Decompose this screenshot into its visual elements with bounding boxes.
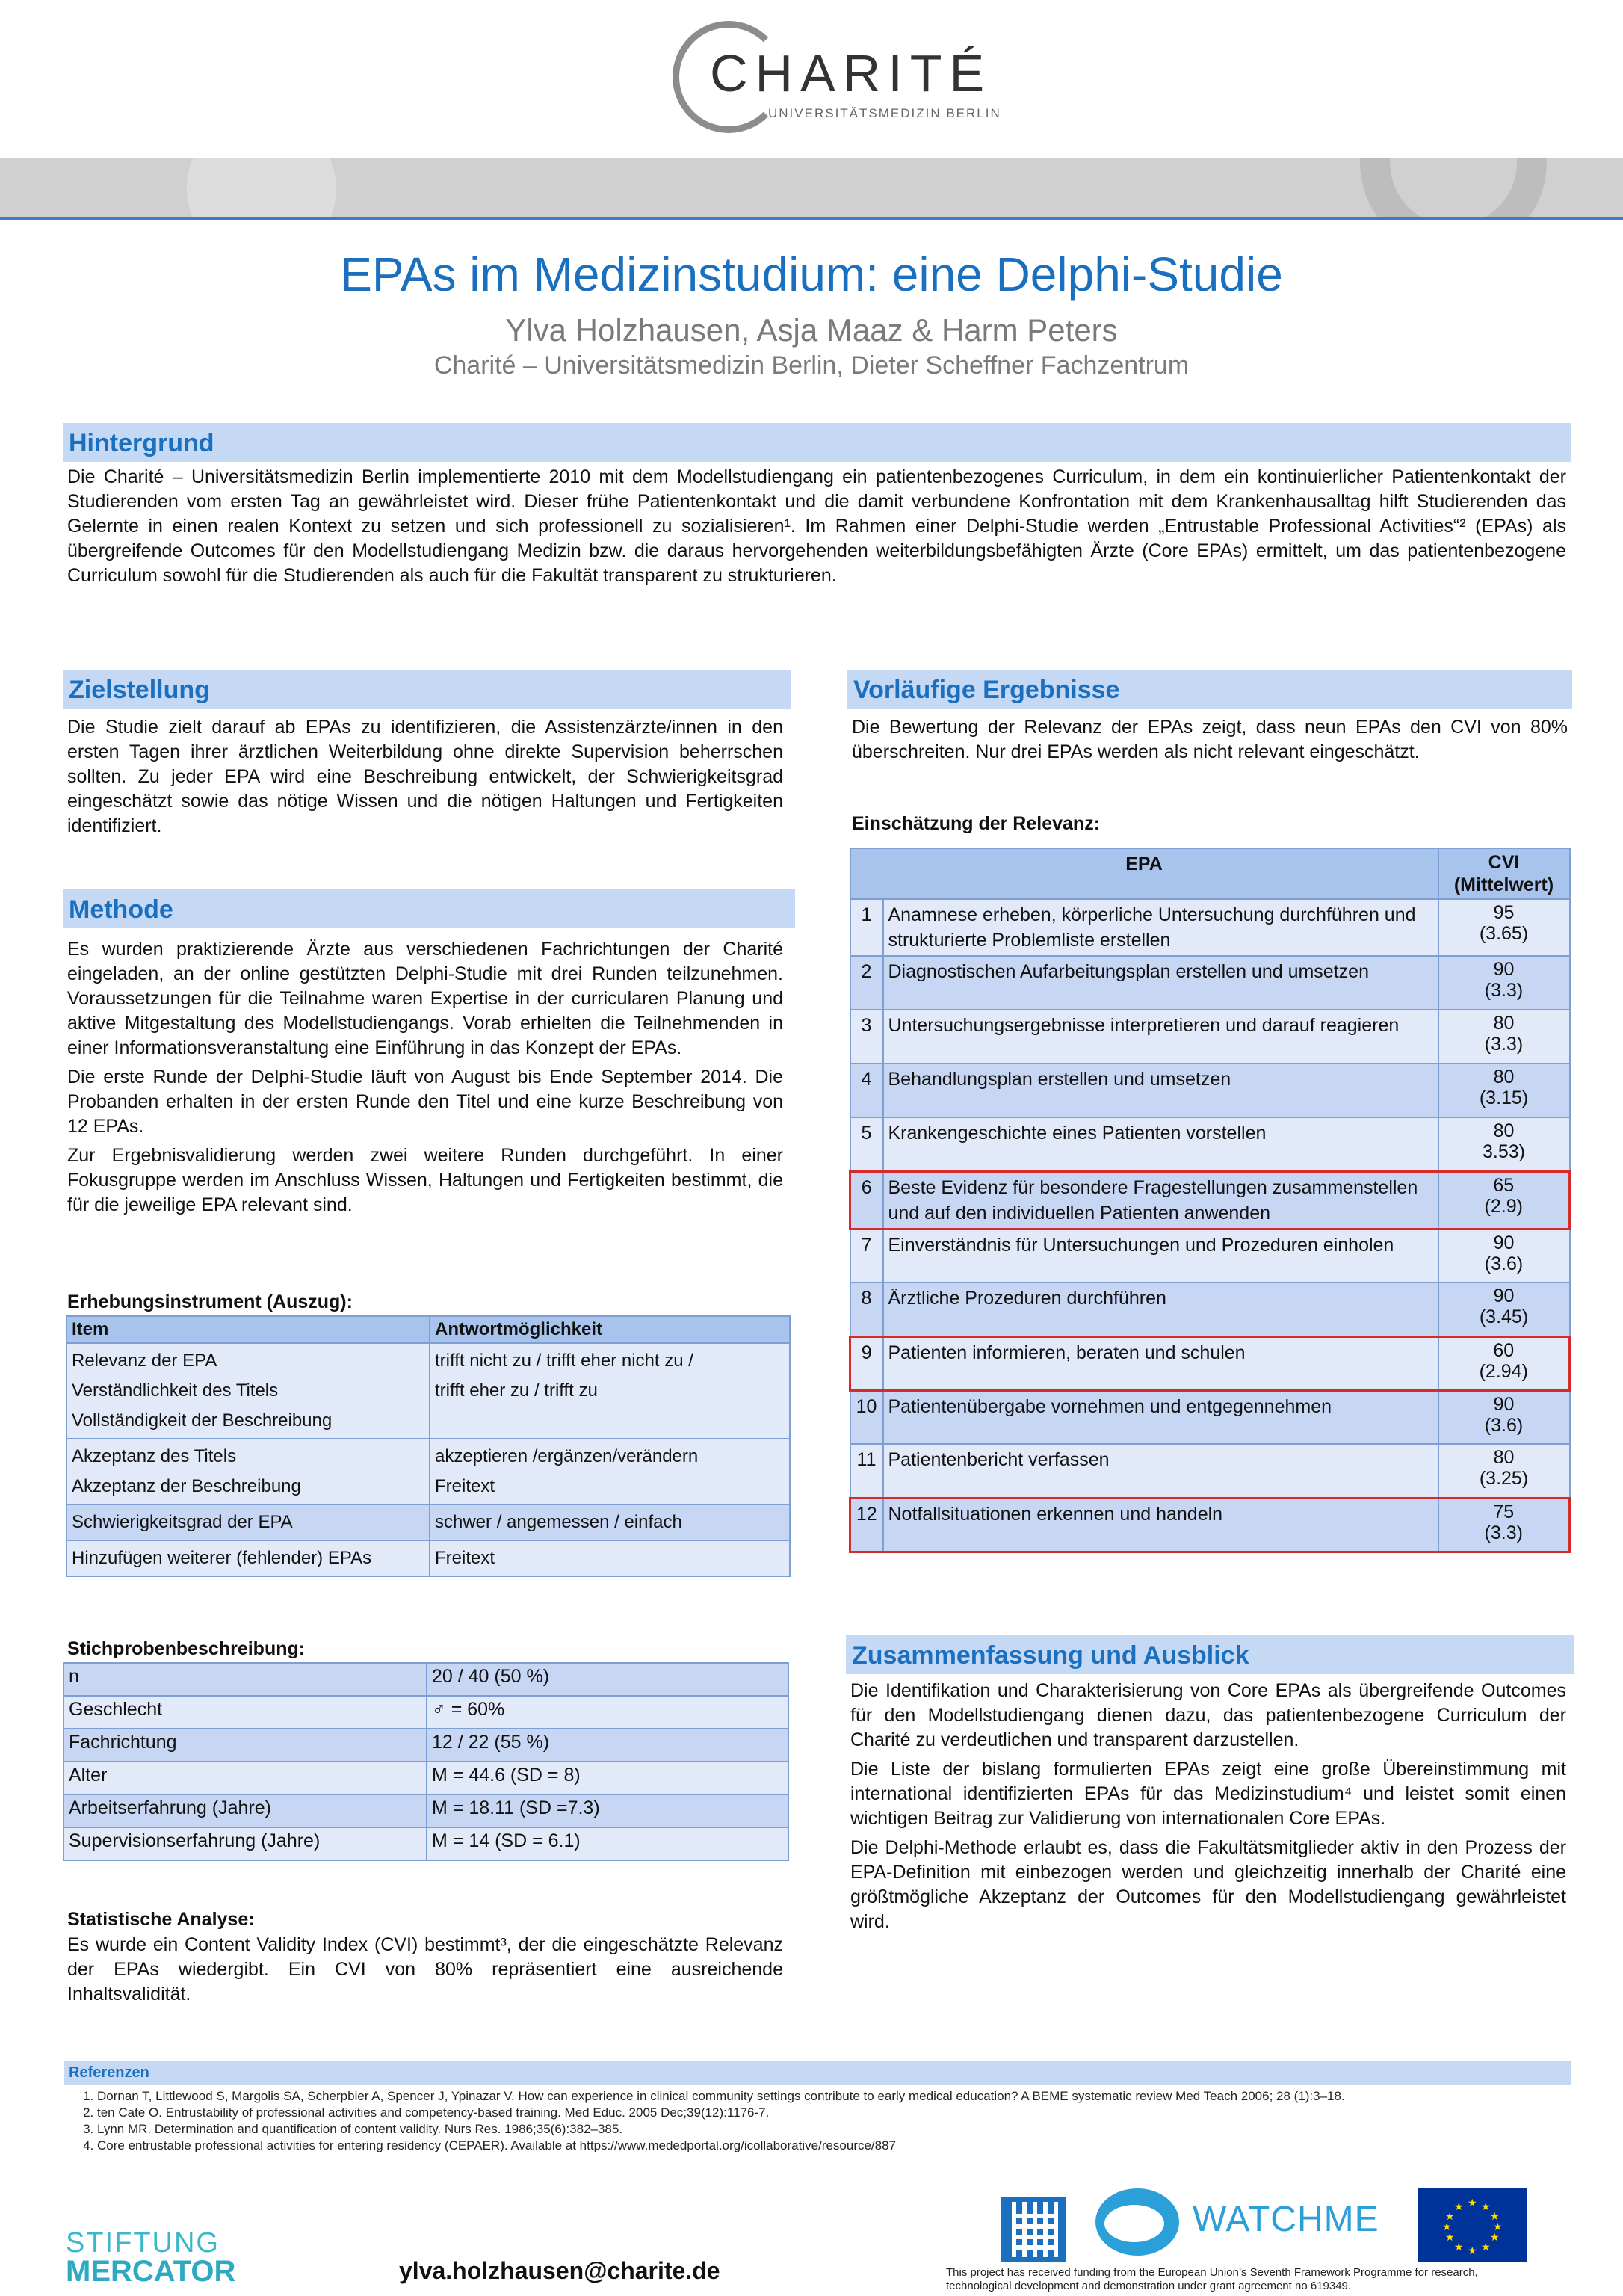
epa-col-epa: EPA — [850, 848, 1438, 899]
epa-title: Untersuchungsergebnisse interpretieren und darauf reagieren — [883, 1010, 1438, 1064]
erhebung-table — [66, 1315, 791, 1577]
epa-cvi-mean: (2.94) — [1479, 1360, 1528, 1382]
table-row — [64, 1762, 788, 1794]
epa-cvi — [1438, 1064, 1570, 1117]
epa-cvi-value: 90 — [1493, 1232, 1515, 1253]
poster-affiliation: Charité – Universitätsmedizin Berlin, Dieter Scheffner Fachzentrum — [433, 351, 1190, 380]
stiftung-mercator-logo — [66, 2227, 260, 2286]
epa-cvi-mean: 3.53) — [1483, 1141, 1525, 1162]
erhebung-answer: schwer / angemessen / einfach — [435, 1512, 682, 1532]
epa-col-cvi: CVI (Mittelwert) — [1438, 848, 1570, 899]
epa-cvi-mean: (3.15) — [1479, 1087, 1529, 1108]
reference-item: 2. ten Cate O. Entrustability of professional activities and competency-based training. Med Educ. 2005 Dec;39(12):1176-7. — [97, 2105, 1562, 2121]
epa-number: 3 — [850, 1010, 883, 1064]
zusammenfassung-heading: Zusammenfassung und Ausblick — [846, 1635, 1574, 1674]
erhebung-item: Relevanz der EPA — [72, 1351, 217, 1371]
epa-row — [850, 1336, 1570, 1390]
epa-table — [849, 848, 1571, 1553]
mercator-line2: MERCATOR — [66, 2255, 236, 2288]
erhebung-answer: trifft nicht zu / trifft eher nicht zu / — [435, 1351, 693, 1371]
epa-cvi — [1438, 899, 1570, 956]
epa-row — [850, 1444, 1570, 1498]
epa-cvi-value: 80 — [1493, 1120, 1515, 1141]
header-band — [0, 158, 1623, 220]
epa-cvi — [1438, 1010, 1570, 1064]
stichprobe-value: 20 / 40 (50 %) — [427, 1663, 788, 1696]
epa-cvi-value: 90 — [1493, 1393, 1515, 1415]
epa-number: 11 — [850, 1444, 883, 1498]
contact-email[interactable]: ylva.holzhausen@charite.de — [399, 2257, 720, 2284]
erhebung-item: Verständlichkeit des Titels — [72, 1380, 279, 1401]
table-row — [64, 1729, 788, 1762]
epa-cvi-mean: (2.9) — [1484, 1195, 1523, 1217]
table-row — [64, 1827, 788, 1860]
stichprobe-table — [63, 1662, 789, 1861]
epa-cvi-value: 95 — [1493, 902, 1515, 923]
table-row — [67, 1540, 790, 1576]
epa-cvi-value: 80 — [1493, 1013, 1515, 1034]
zielstellung-heading: Zielstellung — [63, 670, 791, 709]
eu-flag-icon: ★ ★ ★ ★ ★ ★ ★ ★ ★ ★ ★ ★ — [1418, 2188, 1527, 2262]
epa-number: 9 — [850, 1336, 883, 1390]
stichprobe-value: M = 18.11 (SD =7.3) — [427, 1794, 788, 1827]
epa-cvi-mean: (3.6) — [1484, 1253, 1524, 1274]
table-row — [67, 1343, 790, 1439]
epa-title: Diagnostischen Aufarbeitungsplan erstellen und umsetzen — [883, 956, 1438, 1010]
statistik-text: Es wurde ein Content Validity Index (CVI) bestimmt³, der die eingeschätzte Relevanz der EPAs wiedergibt. Ein CVI von 80% repräsentiert eine ausreichende Inhaltsvalidität. — [67, 1934, 783, 2005]
epa-cvi-value: 80 — [1493, 1067, 1515, 1087]
epa-title: Einverständnis für Untersuchungen und Prozeduren einholen — [883, 1229, 1438, 1283]
stichprobe-label: Stichprobenbeschreibung: — [67, 1638, 306, 1659]
zusammenfassung-text — [850, 1679, 1566, 1939]
epa-cvi-value: 75 — [1493, 1501, 1515, 1522]
referenzen-list — [75, 2088, 1562, 2154]
epa-cvi — [1438, 1171, 1570, 1229]
epa-row — [850, 956, 1570, 1010]
epa-cvi — [1438, 1498, 1570, 1552]
stichprobe-value: 12 / 22 (55 %) — [427, 1729, 788, 1762]
reference-item: 4. Core entrustable professional activities for entering residency (CEPAER). Available at https://www.mededportal.org/icollaborative/resource/887 — [97, 2138, 1562, 2154]
zusammenfassung-paragraph: Die Liste der bislang formulierten EPAs zeigt eine große Übereinstimmung mit international identifizierten EPAs für das Medizinstudium⁴ und leistet somit einen wichtigen Beitrag zur Validierung von internationalen Core EPAs. — [850, 1759, 1566, 1829]
stichprobe-key: Geschlecht — [64, 1696, 427, 1729]
stichprobe-key: Supervisionserfahrung (Jahre) — [64, 1827, 427, 1860]
band-decoration-left — [187, 158, 336, 220]
epa-cvi-value: 80 — [1493, 1447, 1515, 1468]
erhebung-answer: Freitext — [435, 1476, 495, 1496]
epa-cvi-mean: (3.3) — [1484, 980, 1524, 1001]
ergebnisse-text: Die Bewertung der Relevanz der EPAs zeigt, dass neun EPAs den CVI von 80% überschreiten. Nur drei EPAs werden als nicht relevant eingeschätzt. — [852, 717, 1568, 762]
methode-text — [67, 937, 783, 1222]
stichprobe-key: Alter — [64, 1762, 427, 1794]
erhebung-item: Vollständigkeit der Beschreibung — [72, 1410, 333, 1431]
erhebung-col-item: Item — [67, 1316, 430, 1343]
epa-cvi-mean: (3.6) — [1484, 1414, 1524, 1436]
stichprobe-value: M = 44.6 (SD = 8) — [427, 1762, 788, 1794]
qr-code-icon[interactable] — [1001, 2197, 1066, 2262]
erhebung-answer: trifft eher zu / trifft zu — [435, 1380, 598, 1401]
band-decoration-right — [1360, 158, 1547, 220]
epa-cvi-mean: (3.45) — [1479, 1306, 1529, 1327]
epa-number: 7 — [850, 1229, 883, 1283]
methode-paragraph: Zur Ergebnisvalidierung werden zwei weitere Runden durchgeführt. In einer Fokusgruppe werden im Anschluss Wissen, Haltungen und Fertigkeiten bestimmt, die für die jeweilige EPA relevant sind. — [67, 1145, 783, 1215]
stichprobe-key: n — [64, 1663, 427, 1696]
epa-title: Patientenbericht verfassen — [883, 1444, 1438, 1498]
zusammenfassung-paragraph: Die Delphi-Methode erlaubt es, dass die Fakultätsmitglieder aktiv in den Prozess der EPA-Definition mit einbezogen werden und gleichzeitig innerhalb der Charité eine größtmögliche Akzeptanz der Outcomes für den Modellstudiengang gewährleistet wird. — [850, 1837, 1566, 1932]
poster-title: EPAs im Medizinstudium: eine Delphi-Studie — [340, 247, 1283, 301]
epa-cvi-value: 90 — [1493, 1286, 1515, 1306]
epa-number: 6 — [850, 1171, 883, 1229]
charite-logo — [665, 15, 1009, 135]
epa-cvi-mean: (3.25) — [1479, 1468, 1529, 1489]
epa-number: 8 — [850, 1283, 883, 1336]
epa-cvi — [1438, 1229, 1570, 1283]
epa-row — [850, 1117, 1570, 1171]
methode-heading: Methode — [63, 889, 795, 928]
poster-authors: Ylva Holzhausen, Asja Maaz & Harm Peters — [505, 312, 1118, 348]
hintergrund-text: Die Charité – Universitätsmedizin Berlin implementierte 2010 mit dem Modellstudiengang ein patientenbezogenes Curriculum, in dem ein kontinuierlicher Patientenkontakt der Studierenden vom ersten Tag an gewährleistet wird. Dieser frühe Patientenkontakt und die damit verbundene Konfrontation mit dem Krankenhausalltag hilft Studierenden das Gelernte in einen realen Kontext zu setzen und sich professionell zu sozialisieren¹. Im Rahmen einer Delphi-Studie werden „Entrustable Professional Activities“² (EPAs) als übergreifende Outcomes für den Modellstudiengang Medizin bzw. die daraus hervorgehenden weiterbildungsbefähigten Ärzte (Core EPAs) ermittelt, um das patientenbezogene Curriculum sowohl für die Studierenden als auch für die Fakultät transparent zu strukturieren. — [67, 466, 1566, 586]
erhebung-item: Hinzufügen weiterer (fehlender) EPAs — [72, 1548, 372, 1568]
stichprobe-key: Arbeitserfahrung (Jahre) — [64, 1794, 427, 1827]
epa-title: Krankengeschichte eines Patienten vorstellen — [883, 1117, 1438, 1171]
statistik-label: Statistische Analyse: — [67, 1909, 255, 1930]
epa-number: 5 — [850, 1117, 883, 1171]
ergebnisse-heading: Vorläufige Ergebnisse — [847, 670, 1572, 709]
epa-title: Patienten informieren, beraten und schulen — [883, 1336, 1438, 1390]
epa-row — [850, 1390, 1570, 1444]
table-row — [64, 1696, 788, 1729]
zielstellung-text: Die Studie zielt darauf ab EPAs zu identifizieren, die Assistenzärzte/innen in den ersten Tagen ihrer ärztlichen Weiterbildung ohne direkte Supervision beherrschen sollten. Zu jeder EPA wird eine Beschreibung entwickelt, der Schwierigkeitsgrad eingeschätzt sowie das nötige Wissen und die nötigen Haltungen und Fertigkeiten identifiziert. — [67, 717, 783, 836]
epa-cvi-value: 65 — [1493, 1174, 1515, 1196]
erhebung-item: Schwierigkeitsgrad der EPA — [72, 1512, 293, 1532]
watchme-logo-text: WATCHME — [1193, 2200, 1379, 2239]
epa-title: Behandlungsplan erstellen und umsetzen — [883, 1064, 1438, 1117]
epa-title: Ärztliche Prozeduren durchführen — [883, 1283, 1438, 1336]
epa-row — [850, 1283, 1570, 1336]
erhebung-col-answer: Antwortmöglichkeit — [430, 1316, 790, 1343]
epa-cvi — [1438, 956, 1570, 1010]
table-row — [67, 1505, 790, 1540]
erhebung-item: Akzeptanz des Titels — [72, 1446, 237, 1466]
reference-item: 3. Lynn MR. Determination and quantification of content validity. Nurs Res. 1986;35(6):382–385. — [97, 2121, 1562, 2138]
logo-subtitle: UNIVERSITÄTSMEDIZIN BERLIN — [768, 106, 1001, 120]
epa-number: 12 — [850, 1498, 883, 1552]
epa-cvi-value: 90 — [1493, 959, 1515, 980]
epa-cvi — [1438, 1444, 1570, 1498]
epa-title: Anamnese erheben, körperliche Untersuchung durchführen und strukturierte Problemliste erstellen — [883, 899, 1438, 956]
epa-cvi-value: 60 — [1493, 1339, 1515, 1361]
methode-paragraph: Die erste Runde der Delphi-Studie läuft von August bis Ende September 2014. Die Probanden erhalten in der ersten Runde den Titel und eine kurze Beschreibung von 12 EPAs. — [67, 1067, 783, 1137]
epa-number: 4 — [850, 1064, 883, 1117]
table-row — [64, 1794, 788, 1827]
epa-cvi — [1438, 1117, 1570, 1171]
referenzen-heading: Referenzen — [64, 2061, 1571, 2085]
epa-title: Patientenübergabe vornehmen und entgegennehmen — [883, 1390, 1438, 1444]
stichprobe-value: M = 14 (SD = 6.1) — [427, 1827, 788, 1860]
epa-row — [850, 1064, 1570, 1117]
epa-number: 1 — [850, 899, 883, 956]
watchme-logo-wave — [1104, 2205, 1164, 2242]
epa-cvi — [1438, 1390, 1570, 1444]
epa-row — [850, 899, 1570, 956]
ergebnisse-table-label: Einschätzung der Relevanz: — [852, 813, 1101, 834]
epa-row — [850, 1498, 1570, 1552]
table-row — [64, 1663, 788, 1696]
methode-paragraph: Es wurden praktizierende Ärzte aus verschiedenen Fachrichtungen der Charité eingeladen, an der online gestützten Delphi-Studie mit drei Runden teilzunehmen. Voraussetzungen für die Teilnahme waren Expertise in der curricularen Planung und aktive Mitgestaltung des Modellstudiengangs. Vorab erhielten die Teilnehmenden in einer Informationsveranstaltung eine Einführung in das Konzept der EPAs. — [67, 939, 783, 1058]
epa-number: 10 — [850, 1390, 883, 1444]
zusammenfassung-paragraph: Die Identifikation und Charakterisierung von Core EPAs als übergreifende Outcomes für den Modellstudiengang dienen dazu, das patientenbezogene Curriculum der Charité zu verdeutlichen und transparent darzustellen. — [850, 1680, 1566, 1750]
epa-cvi-mean: (3.3) — [1484, 1034, 1524, 1055]
epa-cvi-mean: (3.3) — [1484, 1522, 1523, 1543]
epa-cvi-mean: (3.65) — [1479, 923, 1529, 944]
epa-cvi — [1438, 1336, 1570, 1390]
epa-number: 2 — [850, 956, 883, 1010]
hintergrund-heading: Hintergrund — [63, 423, 1571, 462]
epa-cvi — [1438, 1283, 1570, 1336]
funding-note: This project has received funding from the European Union’s Seventh Framework Programme for research, technological development and demonstration under grant agreement no 619349. — [946, 2266, 1478, 2292]
logo-text: CHARITÉ — [710, 44, 992, 102]
erhebung-item: Akzeptanz der Beschreibung — [72, 1476, 301, 1496]
erhebung-answer: Freitext — [435, 1548, 495, 1568]
erhebung-label: Erhebungsinstrument (Auszug): — [67, 1292, 353, 1312]
reference-item: 1. Dornan T, Littlewood S, Margolis SA, Scherpbier A, Spencer J, Ypinazar V. How can experience in clinical community settings contribute to early medical education? A BEME systematic review Med Teach 2006; 28 (1):3–18. — [97, 2088, 1562, 2105]
epa-row — [850, 1171, 1570, 1229]
mercator-line1: STIFTUNG — [66, 2227, 220, 2259]
epa-row — [850, 1229, 1570, 1283]
epa-title: Beste Evidenz für besondere Fragestellungen zusammenstellen und auf den individuellen Patienten anwenden — [883, 1171, 1438, 1229]
table-row — [67, 1439, 790, 1505]
stichprobe-value: ♂ = 60% — [427, 1696, 788, 1729]
epa-row — [850, 1010, 1570, 1064]
stichprobe-key: Fachrichtung — [64, 1729, 427, 1762]
epa-title: Notfallsituationen erkennen und handeln — [883, 1498, 1438, 1552]
erhebung-answer: akzeptieren /ergänzen/verändern — [435, 1446, 699, 1466]
